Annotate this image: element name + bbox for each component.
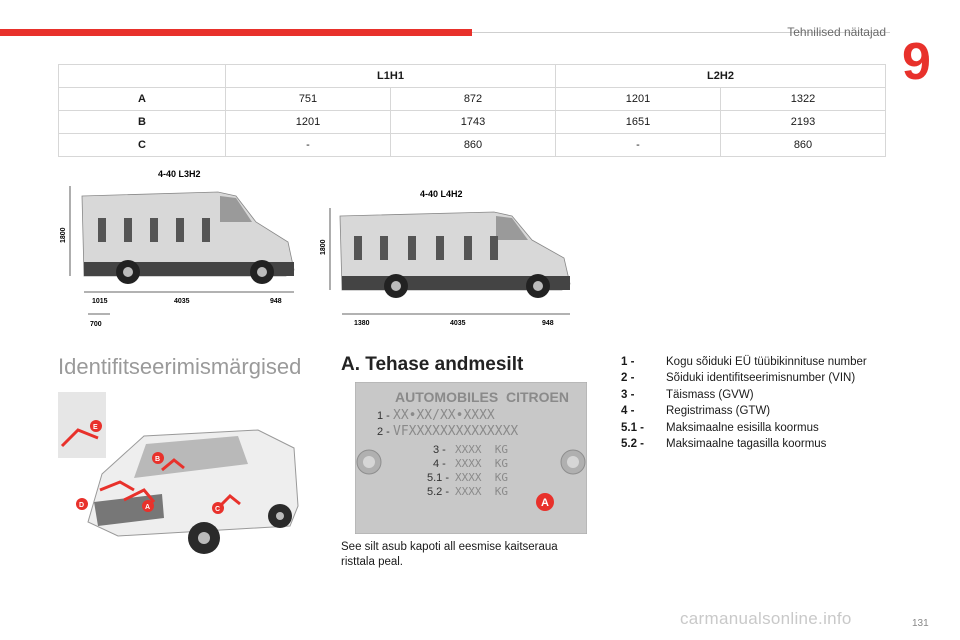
row-label: C <box>59 134 226 157</box>
table-header-l2h2: L2H2 <box>556 65 886 88</box>
table-cell: - <box>226 134 391 157</box>
table-cell: 860 <box>391 134 556 157</box>
table-row <box>59 134 886 157</box>
identification-heading: Identifitseerimismärgised <box>58 354 302 379</box>
diagram-title: 4-40 L4H2 <box>420 189 463 199</box>
marker-a-label: A <box>145 504 151 511</box>
legend-number: 2 - <box>621 372 635 385</box>
manufacturer-plate <box>355 382 587 534</box>
row-label: B <box>59 111 226 134</box>
diagram-title: 4-40 L3H2 <box>158 169 201 179</box>
legend-number: 1 - <box>621 356 635 368</box>
legend-text: Maksimaalne tagasilla koormus <box>666 438 827 451</box>
dim-label: 948 <box>270 298 282 305</box>
list-item <box>621 370 867 386</box>
plate-line-label: 5.1 - <box>427 472 450 484</box>
plate-line-label: 5.2 - <box>427 486 450 498</box>
table-header-row <box>59 65 886 88</box>
header-accent-bar <box>0 29 472 36</box>
table-cell: 751 <box>226 88 391 111</box>
van-diagram-l3h2 <box>58 166 308 332</box>
dim-label: 1015 <box>92 298 108 305</box>
dim-label: 948 <box>542 320 554 327</box>
row-label: A <box>59 88 226 111</box>
section-title: Tehnilised näitajad <box>787 25 886 39</box>
plate-location-note: See silt asub kapoti all eesmise kaitseraua risttala peal. <box>341 541 558 568</box>
dim-label: 700 <box>90 321 102 328</box>
list-item <box>621 436 867 452</box>
table-cell: - <box>556 134 721 157</box>
dim-label: 4035 <box>450 320 466 327</box>
plate-line-value: XXXX KG <box>455 485 508 498</box>
plate-line-value: VFXXXXXXXXXXXXXX <box>393 424 519 439</box>
legend-number: 5.2 - <box>621 438 645 451</box>
plate-heading: A. Tehase andmesilt <box>341 354 524 375</box>
table-row <box>59 88 886 111</box>
plate-marker-label: A <box>541 497 549 509</box>
van-diagram-l4h2 <box>318 186 580 332</box>
plate-line-value: XXXX KG <box>455 443 508 456</box>
table-cell: 1201 <box>226 111 391 134</box>
dim-label: 1380 <box>354 320 370 327</box>
legend-text: Maksimaalne esisilla koormus <box>666 421 819 434</box>
height-label: 1800 <box>320 239 327 255</box>
list-item <box>621 354 867 370</box>
table-cell: 1201 <box>556 88 721 111</box>
table-cell: 1651 <box>556 111 721 134</box>
chapter-number: 9 <box>902 33 931 91</box>
table-cell: 860 <box>721 134 886 157</box>
plate-line-value: XXXX KG <box>455 471 508 484</box>
dim-label: 4035 <box>174 298 190 305</box>
plate-brand: AUTOMOBILES CITROEN <box>395 389 569 405</box>
legend-number: 3 - <box>621 388 635 401</box>
marker-b-label: B <box>155 456 161 463</box>
legend-text: Registrimass (GTW) <box>666 405 771 418</box>
plate-line-label: 4 - <box>433 458 446 470</box>
table-header-l1h1: L1H1 <box>226 65 556 88</box>
height-label: 1800 <box>60 227 67 243</box>
plate-line-label: 3 - <box>433 444 446 456</box>
page-number: 131 <box>912 618 929 629</box>
table-row <box>59 111 886 134</box>
list-item <box>621 420 867 436</box>
plate-legend <box>621 354 867 452</box>
marker-c-label: C <box>215 506 221 513</box>
legend-number: 4 - <box>621 405 635 418</box>
identification-van-illustration <box>58 386 302 566</box>
dimensions-table <box>58 64 886 157</box>
legend-text: Kogu sõiduki EÜ tüübikinnituse number <box>666 356 867 368</box>
legend-number: 5.1 - <box>621 421 645 434</box>
table-cell: 872 <box>391 88 556 111</box>
list-item <box>621 403 867 419</box>
plate-line-label: 2 - <box>377 426 390 438</box>
legend-text: Sõiduki identifitseerimisnumber (VIN) <box>666 372 856 385</box>
legend-text: Täismass (GVW) <box>666 388 754 401</box>
table-cell: 1322 <box>721 88 886 111</box>
table-cell: 2193 <box>721 111 886 134</box>
plate-line-value: XX•XX/XX•XXXX <box>393 408 495 423</box>
marker-d-label: D <box>79 502 85 509</box>
plate-line-value: XXXX KG <box>455 457 508 470</box>
watermark: carmanualsonline.info <box>680 609 852 628</box>
marker-e-label: E <box>93 424 98 431</box>
table-header-empty <box>59 65 226 88</box>
list-item <box>621 387 867 403</box>
plate-line-label: 1 - <box>377 410 390 422</box>
table-cell: 1743 <box>391 111 556 134</box>
